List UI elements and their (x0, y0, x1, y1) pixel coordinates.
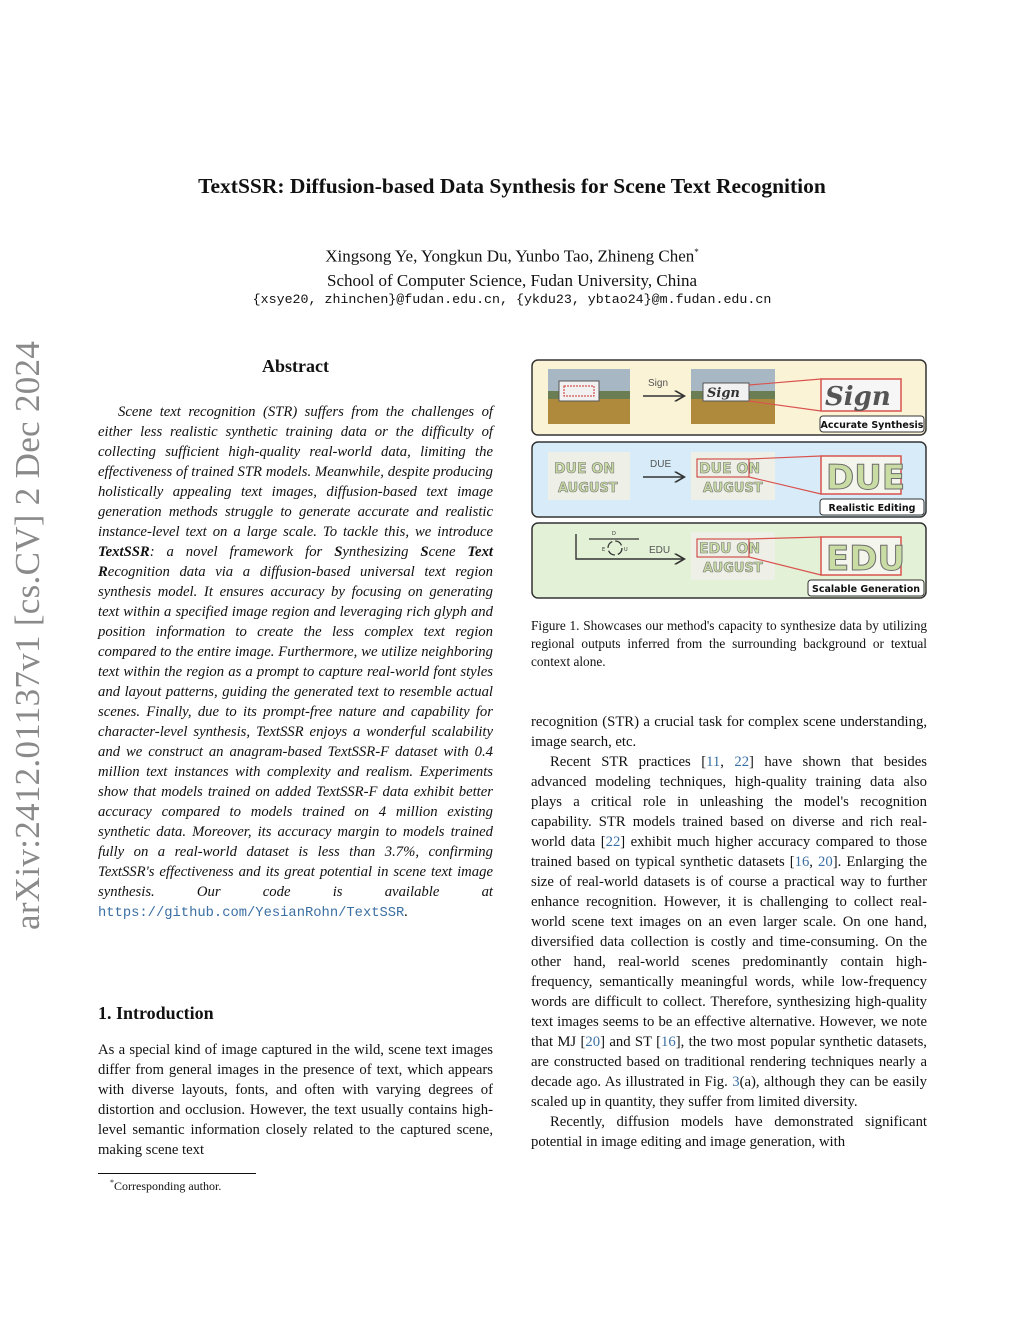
intro-heading: 1. Introduction (98, 1003, 214, 1023)
paragraph: Recently, diffusion models have demonstrated significant potential in image editing and image generation, with (531, 1114, 927, 1150)
author-list: Xingsong Ye, Yongkun Du, Yunbo Tao, Zhineng Chen (325, 246, 695, 266)
citation-link[interactable]: 11 (706, 754, 721, 770)
edu-line-1: EDU ON (699, 541, 761, 557)
panel-3-tag: Scalable Generation (812, 584, 920, 595)
panel-1-arrow-label: Sign (648, 378, 669, 389)
affiliation: School of Computer Science, Fudan University, China (326, 270, 697, 290)
right-column-text (531, 712, 927, 1152)
author-emails: {xsye20, zhinchen}@fudan.edu.cn, {ykdu23, ybtao24}@m.fudan.edu.cn (252, 292, 772, 307)
footnote: *Corresponding author. (110, 1178, 222, 1193)
edu-zoom: EDU (826, 539, 906, 579)
abstract-text: Scene text recognition (STR) suffers from the challenges of either less realistic synthetic training data or the difficulty of collecting sufficient high-quality real-world data, limiting the effectiveness of trained STR models. Meanwhile, despite producing holistically appealing text images, diffusion-based text image generation methods struggle to generate accurate and realistic instance-level text on a large scale. To tackle this, we introduce TextSSR: a novel framework for Synthesizing Scene Text Recognition data via a diffusion-based universal text region synthesis model. It ensures accuracy by focusing on generating text within a specified image region and leveraging rich glyph and position information to create the less complex text region compared to the entire image. Furthermore, we utilize neighboring text within the region as a prompt to capture real-world font styles and layout patterns, guiding the generated text to resemble actual scenes. Finally, due to its prompt-free nature and capability for character-level synthesis, TextSSR enjoys a wonderful scalability and we construct an anagram-based TextSSR-F dataset with 0.4 million text instances with complexity and realism. Experiments show that models trained on added TextSSR-F data exhibit better accuracy compared to models trained on 4 million existing synthetic data. Moreover, its accuracy margin to models trained fully on a real-world dataset is less than 3.7%, confirming TextSSR's effectiveness and its great potential in scene text image synthesis. Our code is available at https://github.com/YesianRohn/TextSSR. (98, 404, 493, 921)
sign-word-small: Sign (707, 386, 740, 401)
citation-link[interactable]: 22 (605, 834, 621, 850)
intro-text: As a special kind of image captured in the wild, scene text images differ from general images in the presence of text, which appears with diverse layouts, fonts, and often with varying degrees of distortion and occlusion. However, the text usually contains high-level semantic information closely related to the captured scene, making scene text (98, 1042, 493, 1158)
figure-ref-link[interactable]: 3 (732, 1074, 740, 1090)
figure-panel-accurate-synthesis (532, 360, 926, 435)
paragraph: recognition (STR) a crucial task for complex scene understanding, image search, etc. (531, 714, 927, 750)
panel-2-arrow-label: DUE (650, 459, 672, 470)
footnote-rule (98, 1173, 256, 1174)
citation-link[interactable]: 16 (661, 1034, 676, 1050)
due-zoom: DUE (826, 458, 906, 498)
due-line-2-out: AUGUST (703, 481, 763, 496)
code-link[interactable]: https://github.com/YesianRohn/TextSSR (98, 906, 405, 921)
figure-caption: Figure 1. Showcases our method's capacity to synthesize data by utilizing regional outputs inferred from the surrounding background or textual context alone. (531, 618, 927, 669)
svg-text:U: U (624, 547, 628, 553)
abstract-heading: Abstract (262, 356, 329, 376)
figure-panel-realistic-editing (532, 442, 926, 517)
due-line-1-out: DUE ON (699, 461, 761, 477)
sign-word-zoom: Sign (825, 382, 891, 412)
arxiv-stamp: arXiv:2412.01137v1 [cs.CV] 2 Dec 2024 (8, 340, 47, 930)
citation-link[interactable]: 22 (734, 754, 750, 770)
citation-link[interactable]: 20 (585, 1034, 601, 1050)
panel-1-tag: Accurate Synthesis (820, 420, 924, 431)
author-block (0, 240, 1024, 293)
panel-3-arrow-label: EDU (649, 545, 671, 556)
author-mark: * (694, 247, 699, 257)
due-line-1: DUE ON (554, 461, 616, 477)
edu-line-2: AUGUST (703, 561, 763, 576)
figure-panel-scalable-generation (532, 523, 926, 598)
panel-2-tag: Realistic Editing (828, 503, 916, 514)
svg-text:D: D (612, 531, 616, 537)
svg-text:E: E (602, 547, 606, 553)
paper-title: TextSSR: Diffusion-based Data Synthesis for Scene Text Recognition (198, 174, 826, 198)
method-name: TextSSR (98, 544, 150, 560)
citation-link[interactable]: 16 (794, 854, 810, 870)
figure-1 (531, 359, 927, 604)
citation-link[interactable]: 20 (818, 854, 833, 870)
due-line-2: AUGUST (558, 481, 618, 496)
paragraph: Recent STR practices [11, 22] have shown that besides advanced modeling techniques, high-quality training data also plays a critical role in unleashing the model's recognition capability. STR models trained based on diverse and rich real-world data [22] exhibit much higher accuracy compared to those trained based on typical synthetic datasets [16, 20]. Enlarging the size of real-world datasets is of course a practical way to further enhance recognition. However, it is challenging to collect real-world scene text images on an even larger scale. On one hand, diversified data collection is costly and time-consuming. On the other hand, real-world scenes predominantly contain high-frequency, semantically meaningful words, while low-frequency words are difficult to collect. Therefore, synthesizing high-quality text images seems to be an effective alternative. However, we note that MJ [20] and ST [16], the two most popular synthetic datasets, are constructed based on traditional rendering techniques nearly a decade ago. As illustrated in Fig. 3(a), although they can be easily scaled up in quantity, they suffer from limited diversity. (531, 754, 928, 1110)
